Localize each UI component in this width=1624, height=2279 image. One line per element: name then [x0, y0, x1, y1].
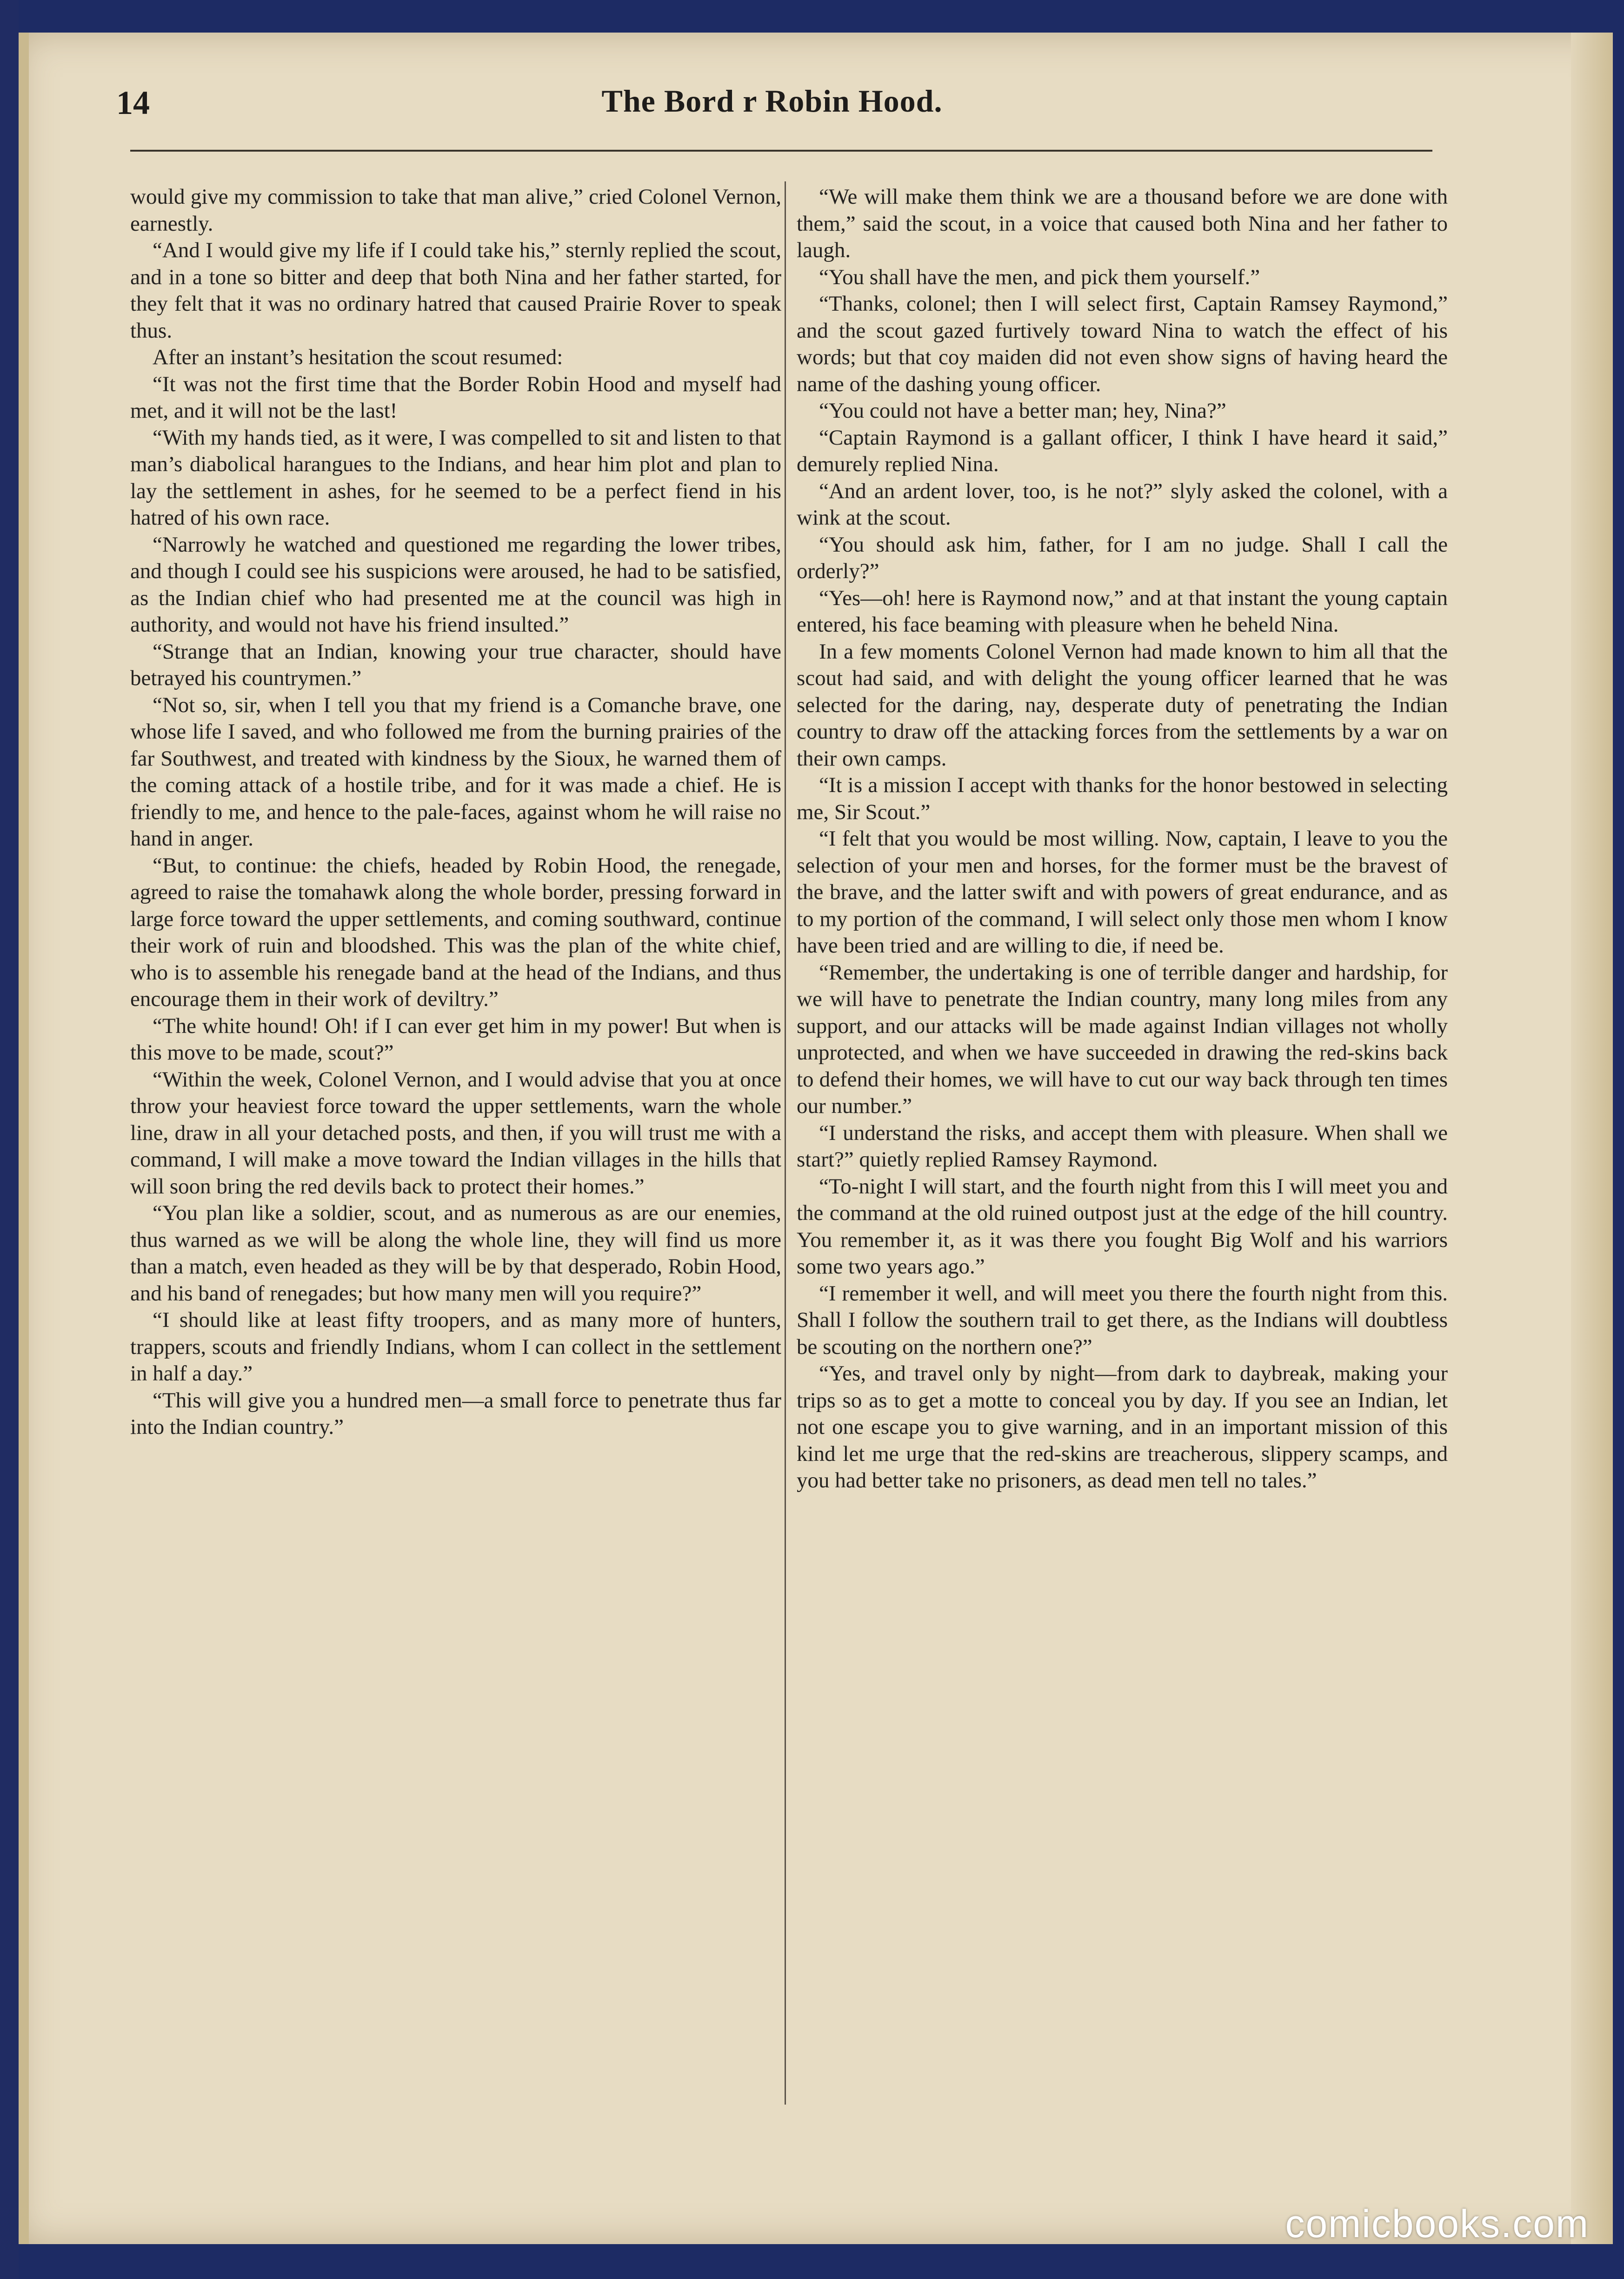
paragraph: would give my commission to take that man alive,” cried Colonel Vernon, earnestly. — [130, 185, 781, 236]
right-column — [797, 184, 1448, 1494]
paragraph: “With my hands tied, as it were, I was compelled to sit and listen to that man’s diabolical harangues to the Indians, and hear him plot and plan to lay the settlement in ashes, for he seemed to be a perfect fiend in his hatred of his own race. — [130, 425, 781, 530]
page-right-edge — [1571, 33, 1613, 2244]
paragraph: “It was not the first time that the Border Robin Hood and myself had met, and it will not be the last! — [130, 372, 781, 423]
paragraph: “Yes, and travel only by night—from dark to daybreak, making your trips so as to get a motte to conceal you by day. If you see an Indian, let not one escape you to give warning, and in an important mission of this kind let me urge that the red-skins are treacherous, slippery scamps, and you had better take no prisoners, as dead men tell no tales.” — [797, 1361, 1448, 1493]
paragraph: “I remember it well, and will meet you there the fourth night from this. Shall I follow the southern trail to get there, as the Indians will doubtless be scouting on the northern one?” — [797, 1281, 1448, 1359]
paragraph: In a few moments Colonel Vernon had made known to him all that the scout had said, and with delight the young officer learned that he was selected for the daring, nay, desperate duty of penetrating the Indian country to draw off the attacking forces from the settlements by a war on their own camps. — [797, 639, 1448, 771]
paragraph: “I felt that you would be most willing. Now, captain, I leave to you the selection of your men and horses, for the former must be the bravest of the brave, and the latter swift and with powers of great endurance, and as to my portion of the command, I will select only those men whom I know have been tried and are willing to die, if need be. — [797, 826, 1448, 958]
paragraph: “It is a mission I accept with thanks for the honor bestowed in selecting me, Sir Scout.” — [797, 773, 1448, 824]
paragraph: “You plan like a soldier, scout, and as numerous as are our enemies, thus warned as we will be along the whole line, they will find us more than a match, even headed as they will be by that desperado, Robin Hood, and his band of renegades; but how many men will you require?” — [130, 1201, 781, 1306]
page-header — [116, 70, 1428, 135]
paragraph: “And an ardent lover, too, is he not?” slyly asked the colonel, with a wink at the scout. — [797, 479, 1448, 530]
paragraph: “To-night I will start, and the fourth night from this I will meet you and the command at the old ruined outpost just at the edge of the hill country. You remember it, as it was there you fought Big Wolf and his warriors some two years ago.” — [797, 1174, 1448, 1279]
paragraph: “You could not have a better man; hey, Nina?” — [819, 399, 1226, 423]
paragraph: “I understand the risks, and accept them with pleasure. When shall we start?” quietly replied Ramsey Raymond. — [797, 1120, 1448, 1172]
paragraph: “We will make them think we are a thousand before we are done with them,” said the scout, in a voice that caused both Nina and her father to laugh. — [797, 185, 1448, 262]
column-divider — [785, 181, 786, 2105]
paragraph: “And I would give my life if I could take his,” sternly replied the scout, and in a tone so bitter and deep that both Nina and her father started, for they felt that it was no ordinary hatred that caused Prairie Rover to speak thus. — [130, 238, 781, 343]
paragraph: “Narrowly he watched and questioned me regarding the lower tribes, and though I could see his suspicions were aroused, he had to be satisfied, as the Indian chief who had presented me at the council was high in authority, and would not have his friend insulted.” — [130, 532, 781, 637]
paragraph: “Remember, the undertaking is one of terrible danger and hardship, for we will have to penetrate the Indian country, many long miles from any support, and our attacks will be made against Indian villages not wholly unprotected, and when we have succeeded in drawing the red-skins back to defend their homes, we will have to cut our way back through ten times our number.” — [797, 960, 1448, 1118]
left-column — [130, 184, 781, 1441]
paragraph: “Within the week, Colonel Vernon, and I would advise that you at once throw your heaviest force toward the upper settlements, warn the whole line, draw in all your detached posts, and then, if you will trust me with a command, I will make a move toward the Indian villages in the hills that will soon bring the red devils back to protect their homes.” — [130, 1067, 781, 1199]
running-title: The Bord r Robin Hood. — [601, 83, 943, 119]
paragraph: “This will give you a hundred men—a small force to penetrate thus far into the Indian country.” — [130, 1388, 781, 1439]
paragraph: “Not so, sir, when I tell you that my friend is a Comanche brave, one whose life I saved, and who followed me from the burning prairies of the far Southwest, and treated with kindness by the Sioux, he warned them of the coming attack of a hostile tribe, and for it was made a chief. He is friendly to me, and hence to the pale-faces, against whom he will raise no hand in anger. — [130, 693, 781, 851]
scan-background-left — [0, 0, 19, 2279]
scan-background-bottom — [19, 2244, 1624, 2279]
header-rule — [130, 150, 1432, 152]
paragraph: “But, to continue: the chiefs, headed by Robin Hood, the renegade, agreed to raise the tomahawk along the whole border, pressing forward in large force toward the upper settlements, and coming southward, continue their work of ruin and bloodshed. This was the plan of the white chief, who is to assemble his renegade band at the head of the Indians, and thus encourage them in their work of deviltry.” — [130, 853, 781, 1011]
paragraph: “Yes—oh! here is Raymond now,” and at that instant the young captain entered, his face beaming with pleasure when he beheld Nina. — [797, 586, 1448, 637]
paragraph: “Strange that an Indian, knowing your true character, should have betrayed his countrymen.” — [130, 639, 781, 690]
watermark: comicbooks.com — [1285, 2202, 1589, 2246]
paragraph: After an instant’s hesitation the scout resumed: — [153, 345, 563, 369]
paragraph: “Thanks, colonel; then I will select first, Captain Ramsey Raymond,” and the scout gazed furtively toward Nina to watch the effect of his words; but that coy maiden did not even show signs of having heard the name of the dashing young officer. — [797, 292, 1448, 396]
page-number: 14 — [116, 84, 150, 121]
paragraph: “I should like at least fifty troopers, and as many more of hunters, trappers, scouts and friendly Indians, whom I can collect in the settlement in half a day.” — [130, 1308, 781, 1386]
page-binding-edge — [19, 33, 29, 2244]
paragraph: “Captain Raymond is a gallant officer, I think I have heard it said,” demurely replied Nina. — [797, 425, 1448, 476]
paragraph: “You shall have the men, and pick them yourself.” — [819, 265, 1260, 289]
paragraph: “The white hound! Oh! if I can ever get him in my power! But when is this move to be made, scout?” — [130, 1013, 781, 1065]
paragraph: “You should ask him, father, for I am no judge. Shall I call the orderly?” — [797, 532, 1448, 583]
